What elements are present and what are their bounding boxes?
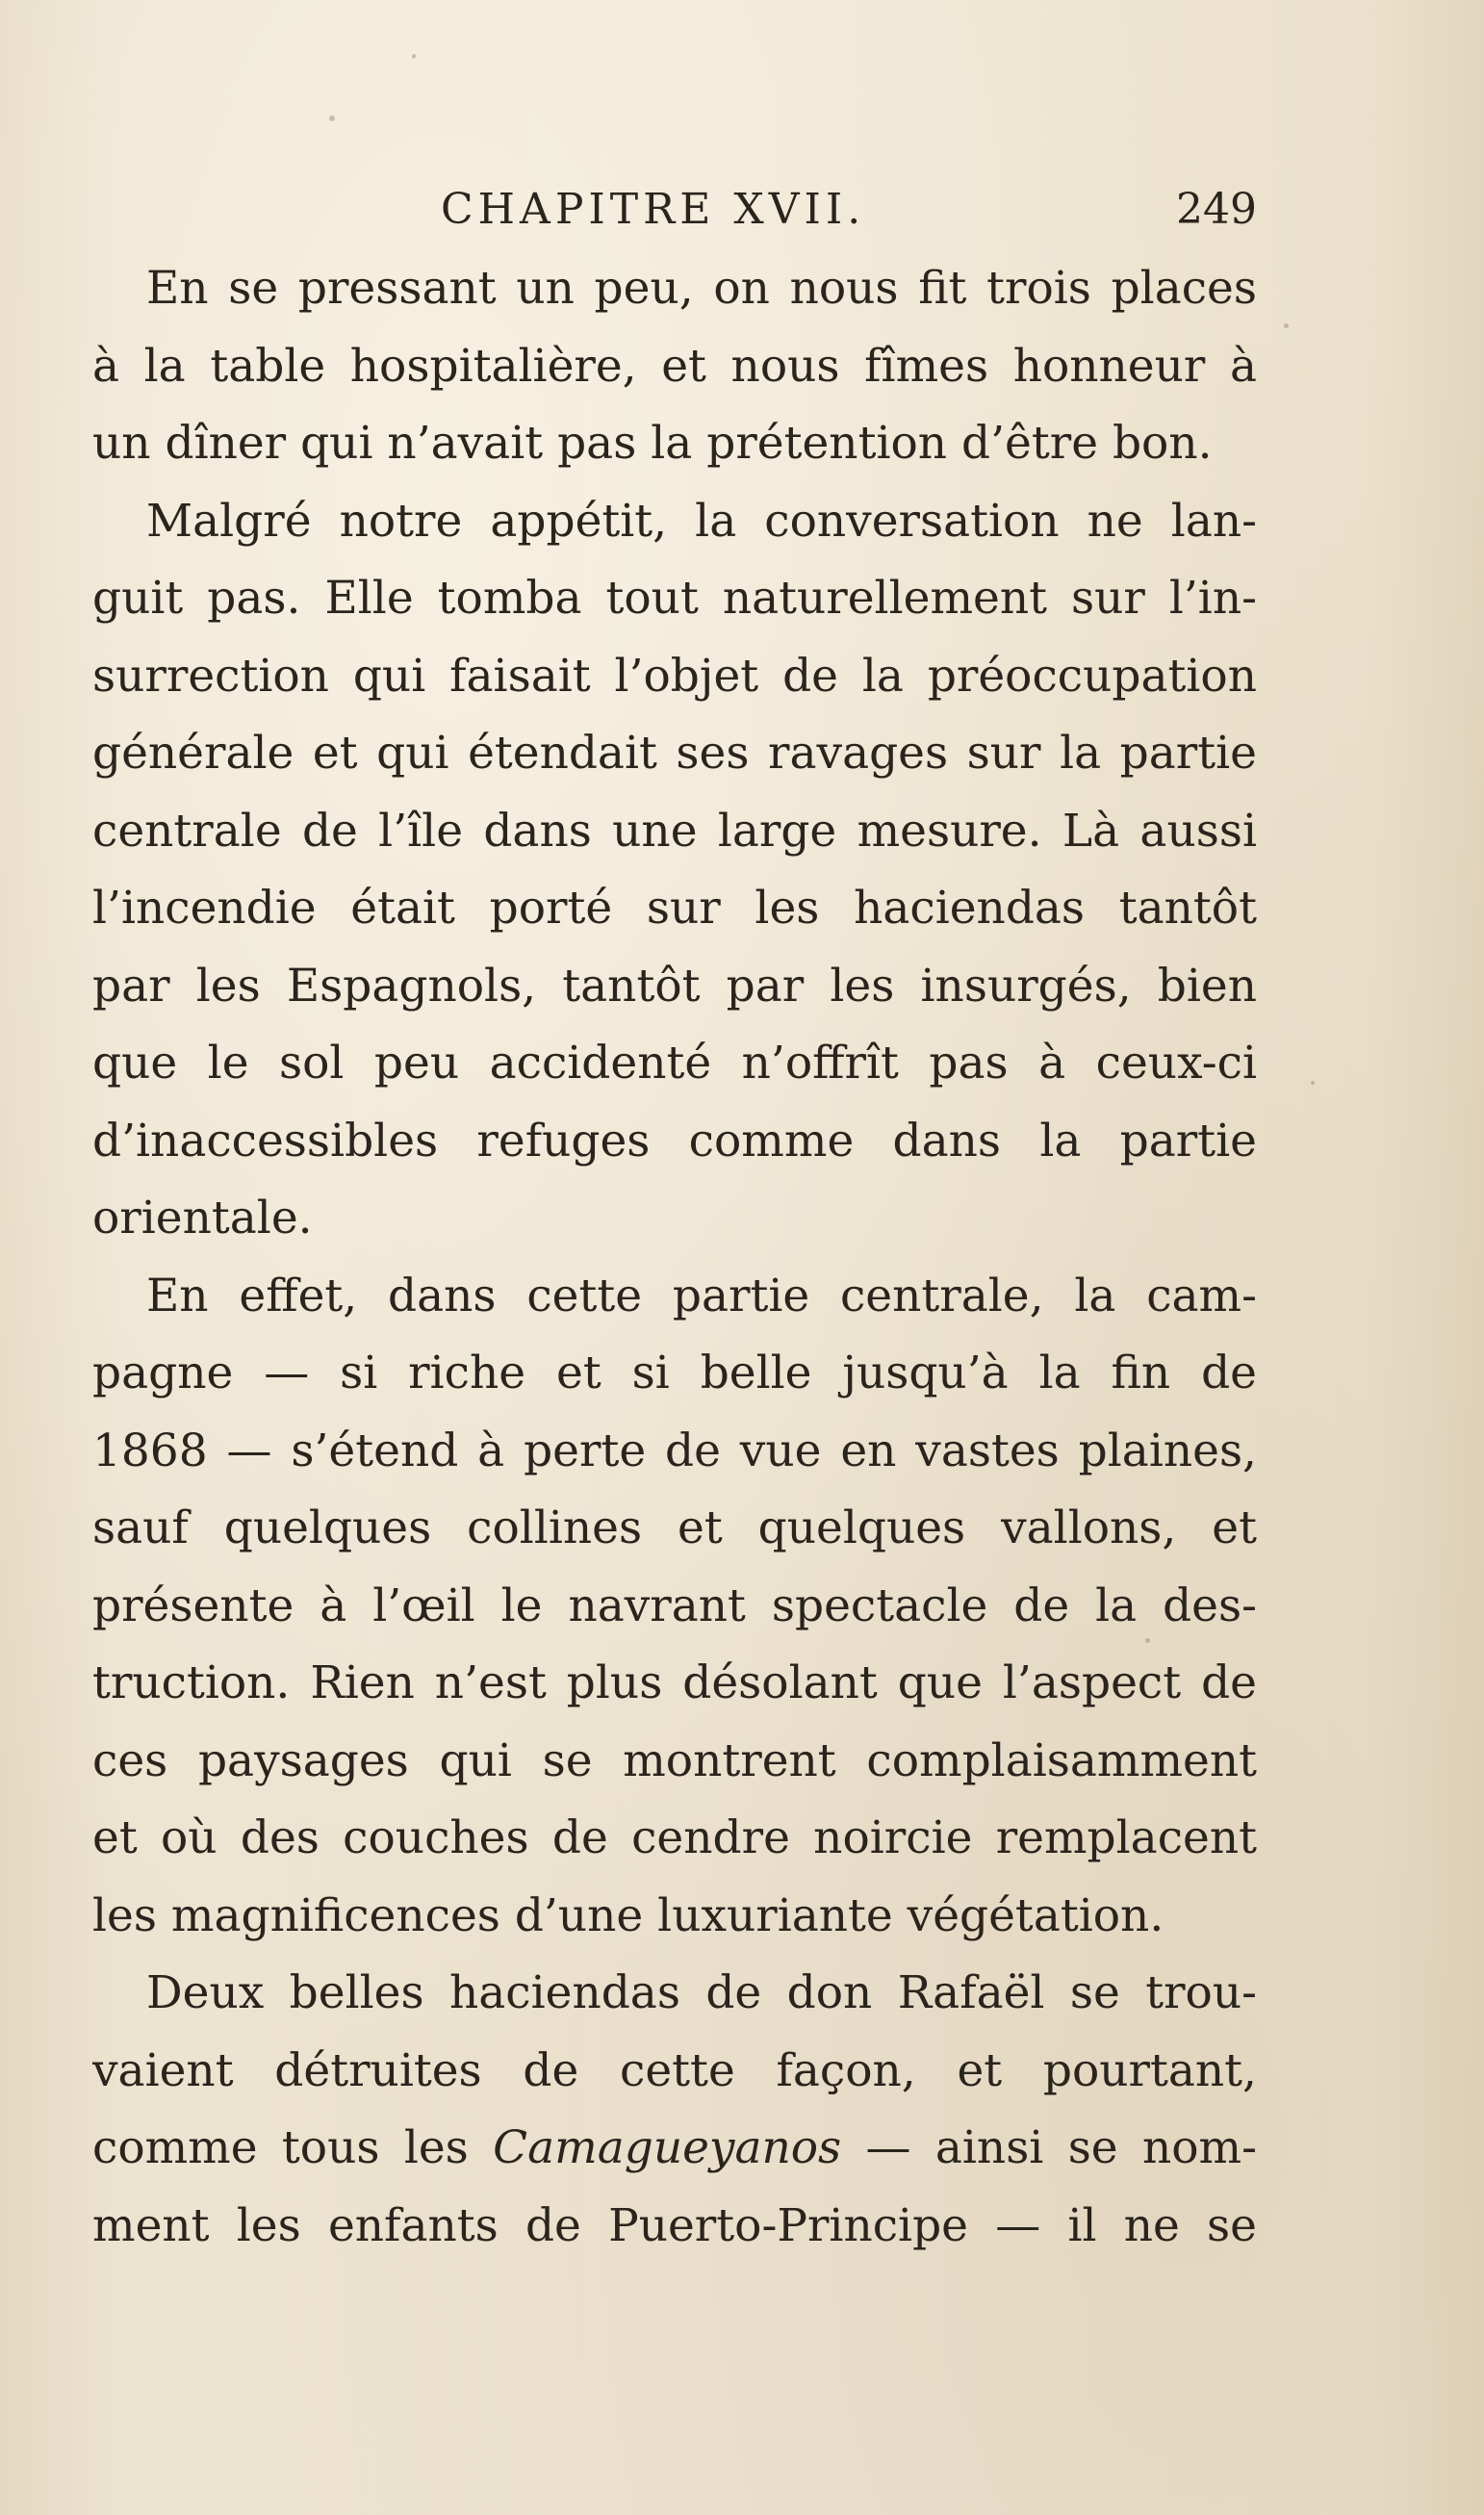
- italic-term: Camagueyanos: [493, 2121, 842, 2174]
- text-line: un dîner qui n’avait pas la prétention d’être bon.: [92, 417, 1213, 470]
- text-line: vaient détruites de cette façon, et pourtant,: [92, 2043, 1257, 2097]
- text-line: truction. Rien n’est plus désolant que l’aspect de: [92, 1656, 1257, 1709]
- text-line: En effet, dans cette partie centrale, la cam-: [146, 1269, 1257, 1322]
- text-line: ment les enfants de Puerto-Principe — il ne se: [92, 2198, 1257, 2252]
- text-line: surrection qui faisait l’objet de la préoccupation: [92, 649, 1257, 703]
- text-line: les magnificences d’une luxuriante végétation.: [92, 1888, 1164, 1942]
- paper-speck: [1311, 1081, 1315, 1085]
- body-text: [92, 250, 1257, 2265]
- text-line: En se pressant un peu, on nous fit trois places: [146, 262, 1257, 315]
- text-line: générale et qui étendait ses ravages sur la partie: [92, 727, 1257, 780]
- text-line: et où des couches de cendre noircie remplacent: [92, 1811, 1257, 1864]
- text-line: 1868 — s’étend à perte de vue en vastes plaines,: [92, 1424, 1257, 1477]
- text-line: pagne — si riche et si belle jusqu’à la fin de: [92, 1347, 1257, 1399]
- running-title: CHAPITRE XVII.: [441, 185, 866, 234]
- text-line: sauf quelques collines et quelques vallons, et: [92, 1501, 1257, 1554]
- paper-speck: [1284, 323, 1289, 328]
- page-header: [92, 181, 1257, 239]
- text-line: à la table hospitalière, et nous fîmes honneur à: [92, 339, 1257, 393]
- text-line: Deux belles haciendas de don Rafaël se trou-: [146, 1966, 1257, 2019]
- text-line: par les Espagnols, tantôt par les insurgés, bien: [92, 959, 1257, 1013]
- text-line: que le sol peu accidenté n’offrît pas à ceux-ci: [92, 1037, 1257, 1090]
- text-line: l’incendie était porté sur les haciendas tantôt: [92, 882, 1257, 935]
- text-line: présente à l’œil le navrant spectacle de la des-: [92, 1578, 1257, 1632]
- text-line-before: comme tous les: [92, 2121, 494, 2174]
- paper-speck: [412, 54, 416, 59]
- text-line: ces paysages qui se montrent complaisamment: [92, 1733, 1257, 1787]
- text-line-after: — ainsi se nom-: [841, 2121, 1257, 2174]
- text-line: [92, 2110, 1257, 2188]
- text-line: centrale de l’île dans une large mesure. Là aussi: [92, 804, 1257, 858]
- text-line: orientale.: [92, 1192, 313, 1245]
- text-line: guit pas. Elle tomba tout naturellement sur l’in-: [92, 572, 1257, 625]
- text-line: Malgré notre appétit, la conversation ne lan-: [146, 494, 1257, 548]
- page-number: 249: [1176, 185, 1257, 234]
- paper-speck: [329, 115, 335, 121]
- text-line: d’inaccessibles refuges comme dans la partie: [92, 1114, 1257, 1168]
